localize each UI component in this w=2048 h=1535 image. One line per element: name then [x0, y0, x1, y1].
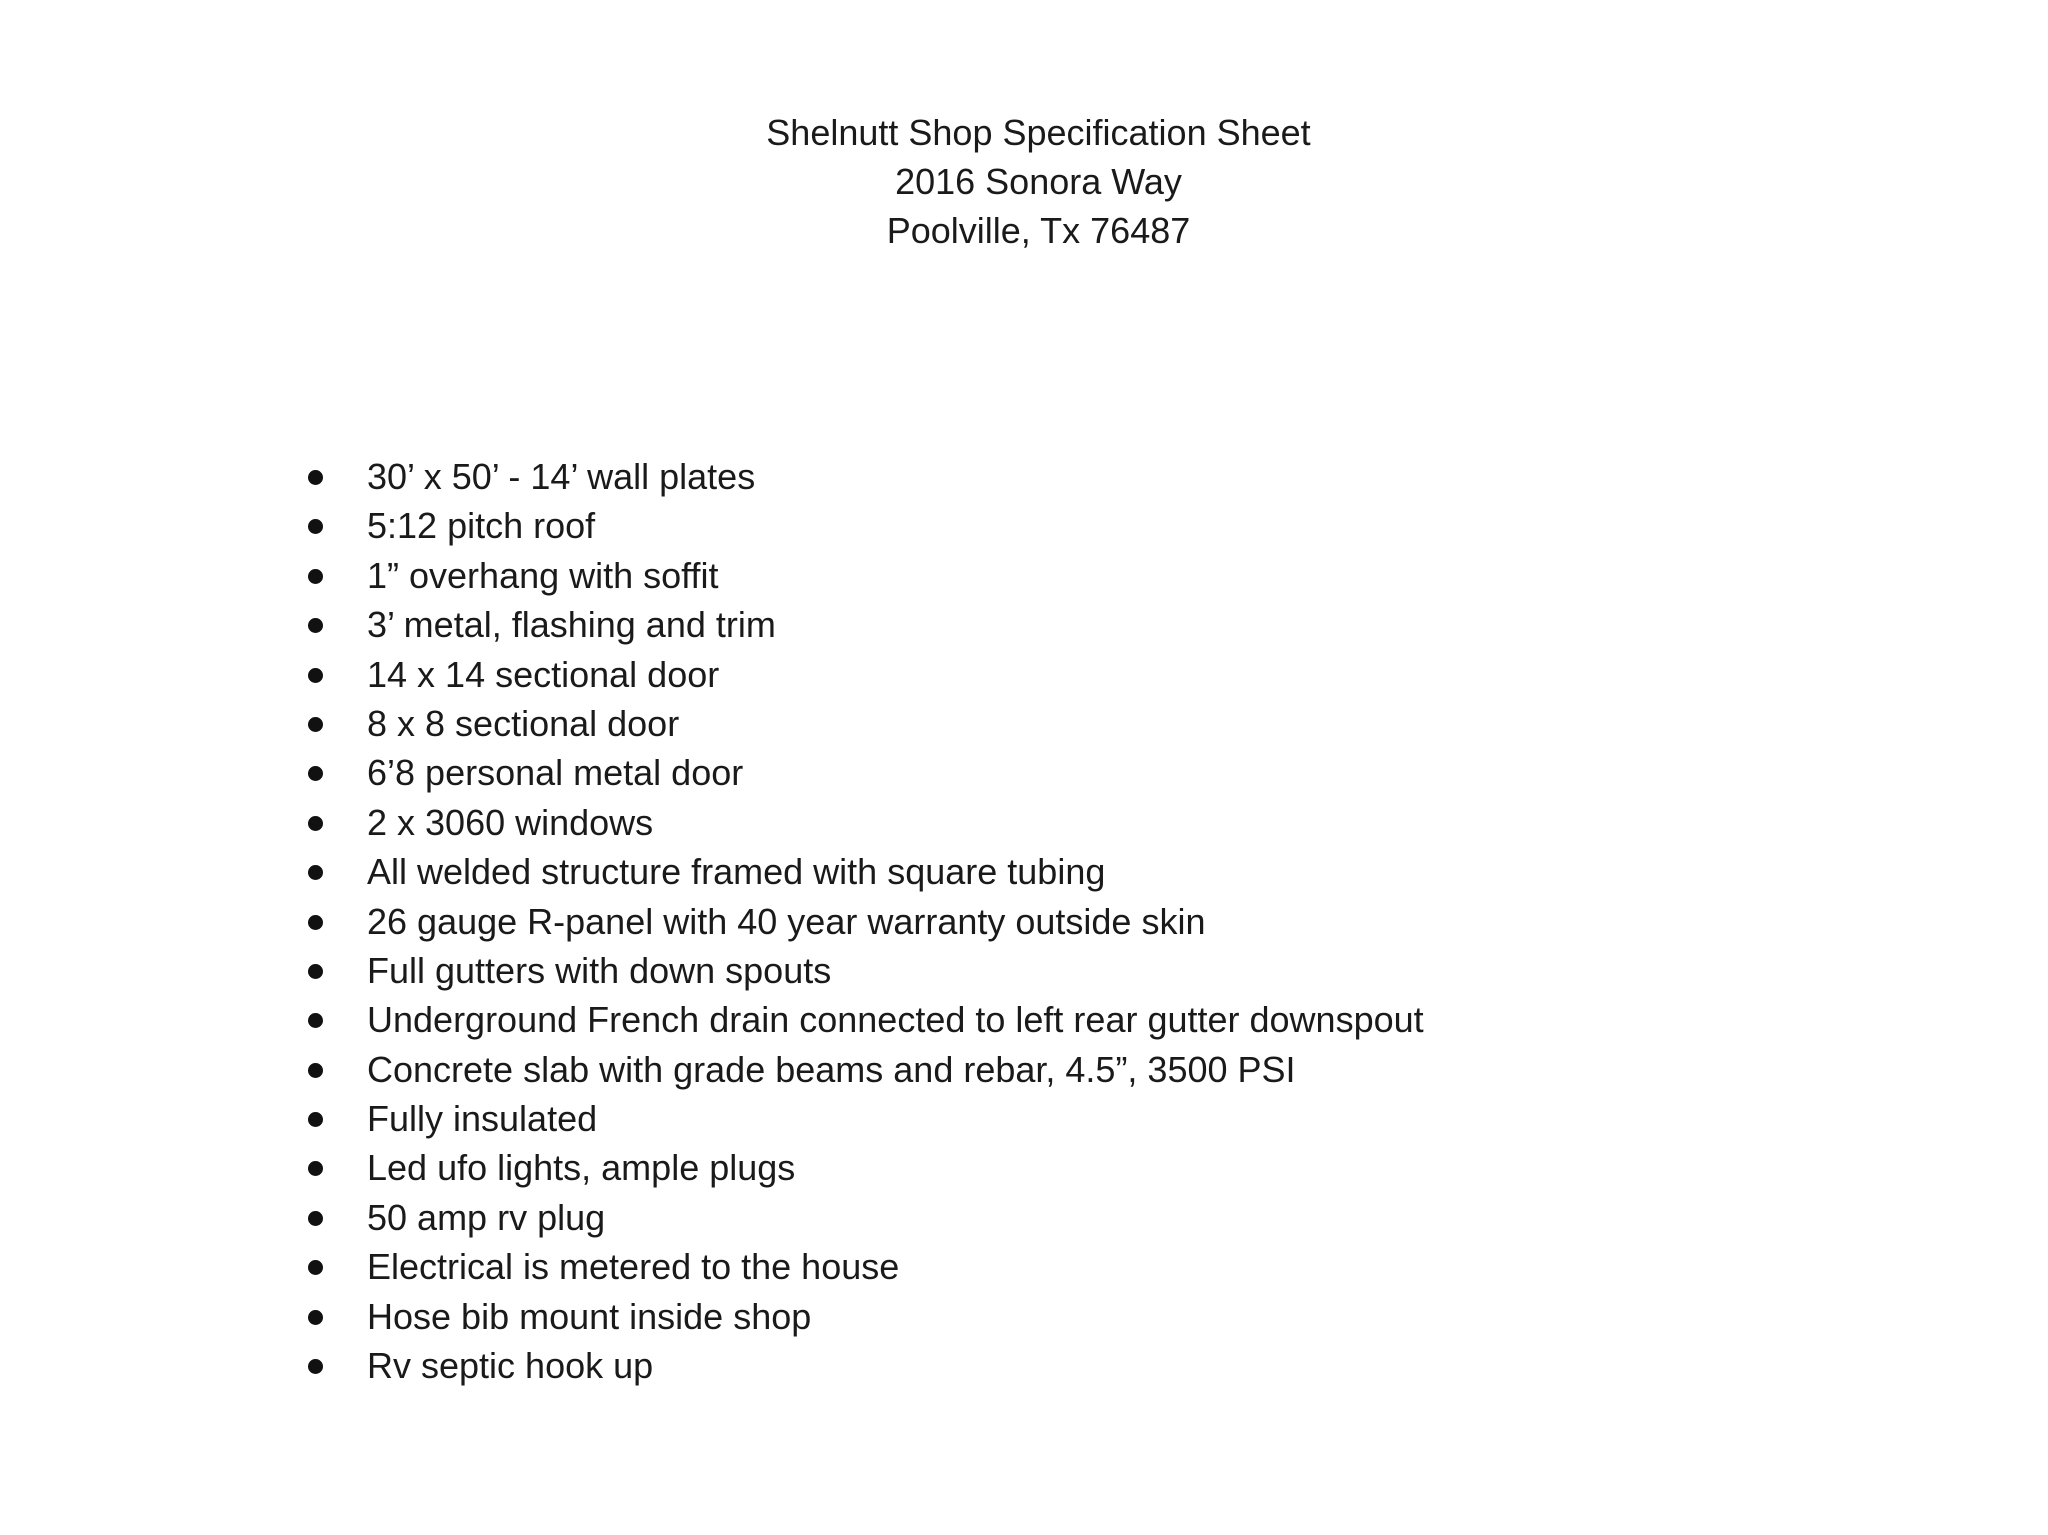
bullet-icon — [308, 1211, 323, 1226]
spec-text: All welded structure framed with square tubing — [367, 851, 1106, 893]
bullet-icon — [308, 1359, 323, 1374]
bullet-icon — [308, 816, 323, 831]
spec-text: 8 x 8 sectional door — [367, 702, 680, 744]
spec-text: 5:12 pitch roof — [367, 505, 596, 547]
spec-text: Fully insulated — [367, 1098, 598, 1140]
address-city: Poolville, Tx 76487 — [886, 210, 1191, 251]
bullet-icon — [308, 1063, 323, 1078]
spec-text: Underground French drain connected to left rear gutter downspout — [367, 999, 1424, 1041]
spec-text: Full gutters with down spouts — [367, 949, 832, 991]
spec-text: Electrical is metered to the house — [367, 1246, 900, 1288]
bullet-icon — [308, 766, 323, 781]
bullet-icon — [308, 964, 323, 979]
spec-text: Hose bib mount inside shop — [367, 1295, 812, 1337]
document-header — [0, 108, 2048, 255]
spec-text: Led ufo lights, ample plugs — [367, 1147, 796, 1189]
address-street: 2016 Sonora Way — [895, 161, 1182, 202]
spec-text: 30’ x 50’ - 14’ wall plates — [367, 456, 756, 497]
spec-text: 26 gauge R-panel with 40 year warranty outside skin — [367, 900, 1206, 942]
spec-text: 50 amp rv plug — [367, 1196, 606, 1238]
bullet-icon — [308, 1161, 323, 1176]
spec-text: 3’ metal, flashing and trim — [367, 604, 776, 646]
spec-text: Concrete slab with grade beams and rebar, 4.5”, 3500 PSI — [367, 1048, 1296, 1090]
bullet-icon — [308, 618, 323, 633]
spec-text: 2 x 3060 windows — [367, 801, 654, 843]
bullet-icon — [308, 1310, 323, 1325]
spec-text: 14 x 14 sectional door — [367, 653, 720, 695]
spec-text: 1” overhang with soffit — [367, 554, 719, 596]
bullet-icon — [308, 915, 323, 930]
bullet-icon — [308, 865, 323, 880]
bullet-icon — [308, 1112, 323, 1127]
document-title: Shelnutt Shop Specification Sheet — [766, 112, 1311, 153]
bullet-icon — [308, 1013, 323, 1028]
bullet-icon — [308, 519, 323, 534]
spec-text: Rv septic hook up — [367, 1345, 654, 1387]
bullet-icon — [308, 569, 323, 584]
bullet-icon — [308, 668, 323, 683]
spec-text: 6’8 personal metal door — [367, 752, 744, 794]
bullet-icon — [308, 470, 323, 485]
bullet-icon — [308, 717, 323, 732]
bullet-icon — [308, 1260, 323, 1275]
